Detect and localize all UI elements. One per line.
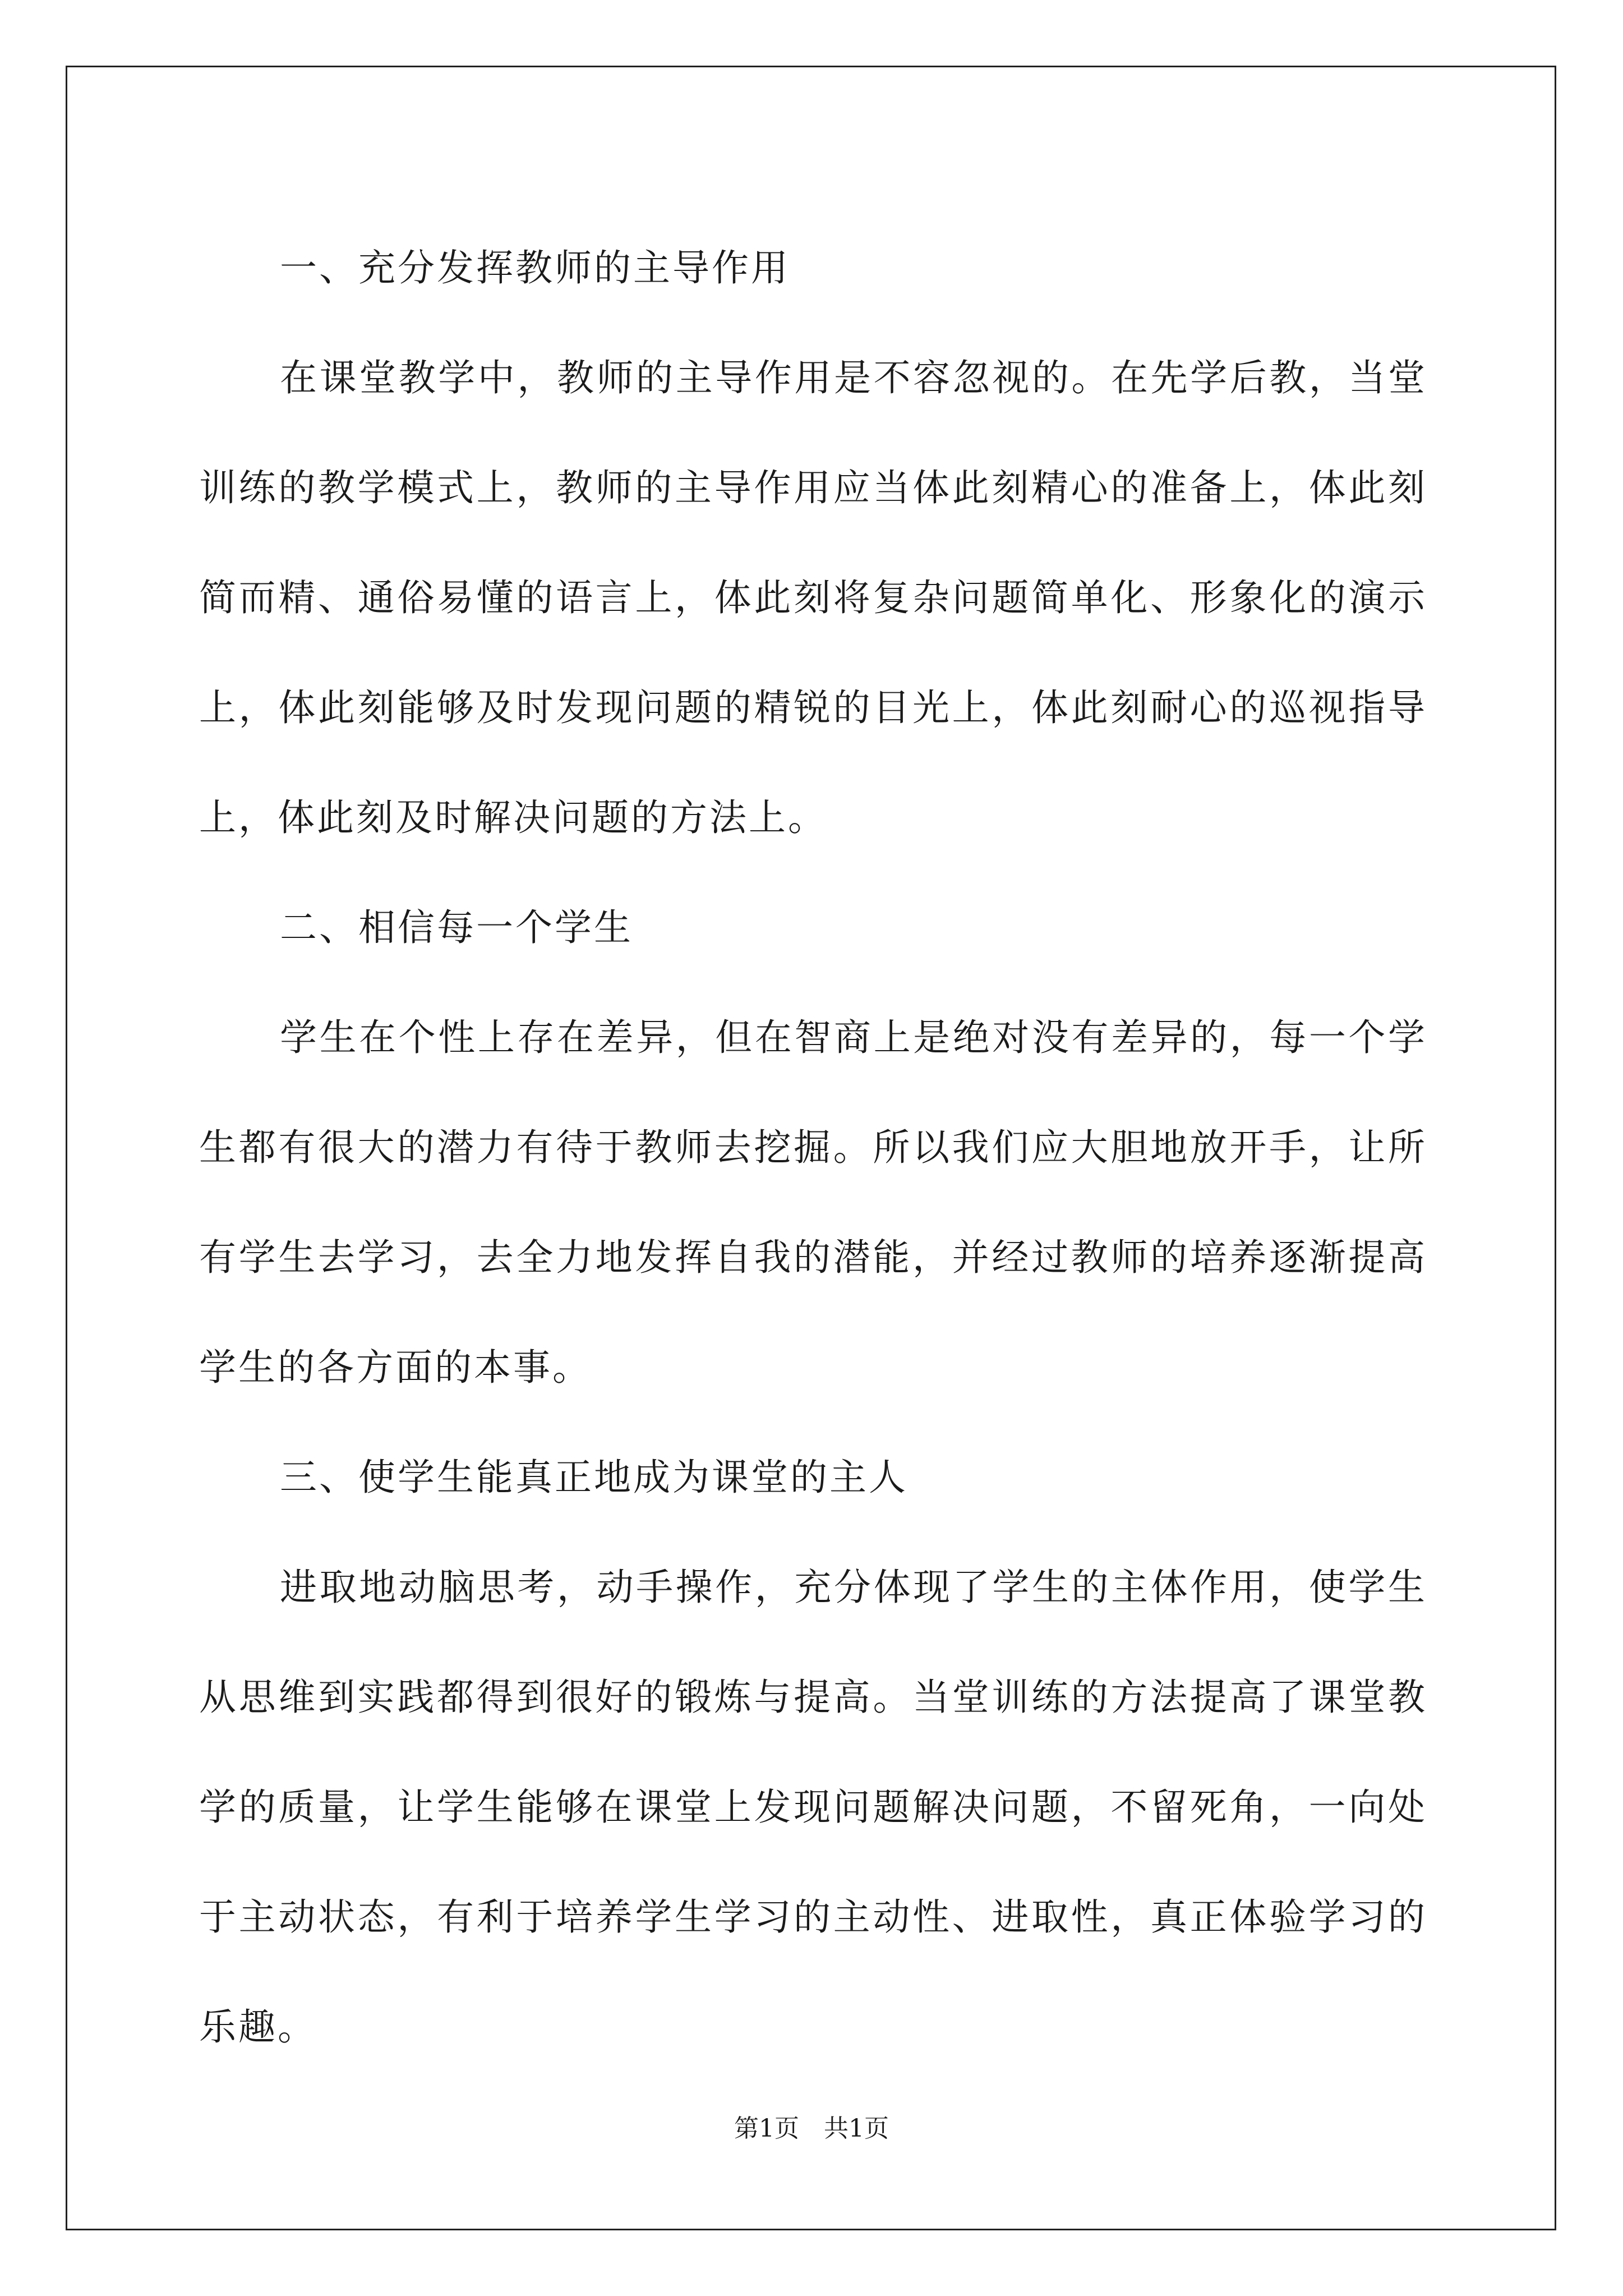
section-heading: 一、充分发挥教师的主导作用 <box>280 246 790 289</box>
page-number-current: 第1页 <box>734 2114 799 2143</box>
page-number-total: 共1页 <box>824 2114 889 2143</box>
section-heading: 三、使学生能真正地成为课堂的主人 <box>280 1456 908 1499</box>
document-body <box>199 213 1427 2082</box>
section-2 <box>199 873 1427 1423</box>
page-footer <box>0 2112 1623 2146</box>
section-1 <box>199 213 1427 873</box>
section-3 <box>199 1423 1427 2082</box>
section-heading: 二、相信每一个学生 <box>280 906 633 949</box>
section-paragraph: 进取地动脑思考，动手操作，充分体现了学生的主体作用，使学生从思维到实践都得到很好的锻炼与提高。当堂训练的方法提高了课堂教学的质量，让学生能够在课堂上发现问题解决问题，不留死角，一向处于主动状态，有利于培养学生学习的主动性、进取性，真正体验学习的乐趣。 <box>199 1566 1427 2049</box>
section-paragraph: 学生在个性上存在差异，但在智商上是绝对没有差异的，每一个学生都有很大的潜力有待于教师去挖掘。所以我们应大胆地放开手，让所有学生去学习，去全力地发挥自我的潜能，并经过教师的培养逐渐提高学生的各方面的本事。 <box>199 1016 1427 1389</box>
section-paragraph: 在课堂教学中，教师的主导作用是不容忽视的。在先学后教，当堂训练的教学模式上，教师的主导作用应当体此刻精心的准备上，体此刻简而精、通俗易懂的语言上，体此刻将复杂问题简单化、形象化的演示上，体此刻能够及时发现问题的精锐的目光上，体此刻耐心的巡视指导上，体此刻及时解决问题的方法上。 <box>199 356 1427 839</box>
